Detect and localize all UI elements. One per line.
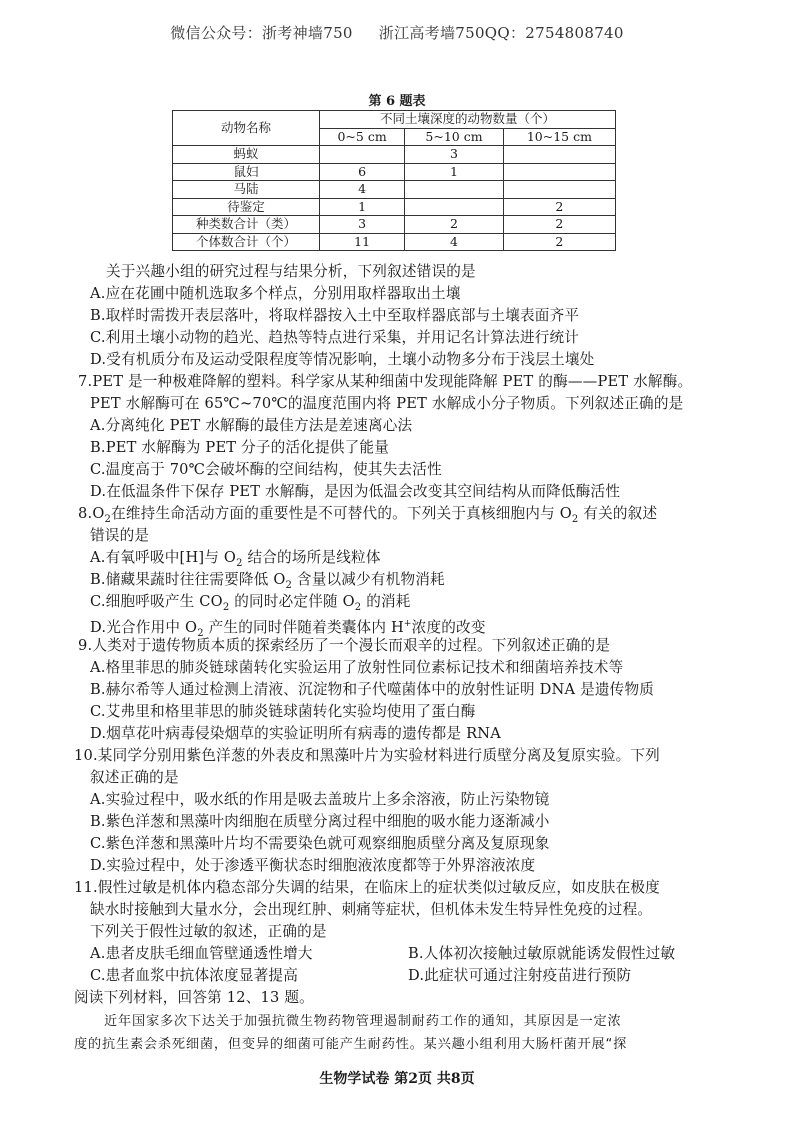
q9-stem: 9.人类对于遗传物质本质的探索经历了一个漫长而艰辛的过程。下列叙述正确的是 <box>78 637 611 654</box>
q10-option-d: D.实验过程中，处于渗透平衡状态时细胞液浓度都等于外界溶液浓度 <box>90 857 536 874</box>
q11-option-d: D.此症状可通过注射疫苗进行预防 <box>408 967 632 984</box>
q6-option-c: C.利用土壤小动物的趋光、趋热等特点进行采集，并用记名计算法进行统计 <box>90 329 580 346</box>
superscript: + <box>403 619 412 629</box>
text: 的同时必定伴随 O <box>229 593 355 610</box>
table-row <box>173 216 616 234</box>
q8-stem-line2: 错误的是 <box>90 527 150 544</box>
q10-stem-line2: 叙述正确的是 <box>90 769 179 786</box>
material-line2: 度的抗生素会杀死细菌，但变异的细菌可能产生耐药性。某兴趣小组利用大肠杆菌开展“探 <box>74 1037 628 1052</box>
row-name: 种类数合计（类） <box>173 216 320 234</box>
q9-option-c: C.艾弗里和格里菲思的肺炎链球菌转化实验均使用了蛋白酶 <box>90 703 476 720</box>
depth-0-5: 0~5 cm <box>320 128 405 146</box>
table-row <box>173 146 616 164</box>
header-qq: 浙江高考墙750QQ：2754808740 <box>378 24 624 42</box>
q11-stem-line2: 缺水时接触到大量水分，会出现红肿、刺痛等症状，但机体未发生特异性免疫的过程。 <box>90 901 653 918</box>
row-name: 马陆 <box>173 181 320 199</box>
text: D.光合作用中 O <box>90 618 198 636</box>
row-name: 个体数合计（个） <box>173 233 320 251</box>
cell <box>503 181 615 199</box>
page-footer: 生物学试卷 第2页 共8页 <box>319 1071 475 1087</box>
table-row <box>173 181 616 199</box>
cell: 4 <box>405 233 504 251</box>
q10-option-c: C.紫色洋葱和黑藻叶片均不需要染色就可观察细胞质壁分离及复原现象 <box>90 835 550 852</box>
col-group-depth: 不同土壤深度的动物数量（个） <box>320 111 616 129</box>
q11-stem-line3: 下列关于假性过敏的叙述，正确的是 <box>90 923 327 940</box>
q8-stem-part: 8.O <box>78 505 105 522</box>
q7-stem-line2: PET 水解酶可在 65℃~70℃的温度范围内将 PET 水解成小分子物质。下列叙述正确的是 <box>90 395 684 412</box>
cell: 2 <box>503 216 615 234</box>
q11-option-a: A.患者皮肤毛细血管壁通透性增大 <box>90 945 313 962</box>
table-row <box>173 198 616 216</box>
col-animal-name: 动物名称 <box>173 111 320 146</box>
q11-stem-line1: 11.假性过敏是机体内稳态部分失调的结果，在临床上的症状类似过敏反应，如皮肤在极度 <box>74 879 660 896</box>
subscript: 2 <box>104 513 112 525</box>
q7-option-a: A.分离纯化 PET 水解酶的最佳方法是差速离心法 <box>90 417 413 434</box>
row-name: 待鉴定 <box>173 198 320 216</box>
text: 浓度的改变 <box>411 618 486 636</box>
depth-5-10: 5~10 cm <box>405 128 504 146</box>
q9-option-b: B.赫尔希等人通过检测上清液、沉淀物和子代噬菌体中的放射性证明 DNA 是遗传物质 <box>90 681 655 698</box>
cell: 2 <box>503 198 615 216</box>
text: A.有氧呼吸中[H]与 O <box>90 549 237 566</box>
cell <box>320 146 405 164</box>
subscript: 2 <box>285 579 293 591</box>
subscript: 2 <box>222 601 230 613</box>
row-name: 蚂蚁 <box>173 146 320 164</box>
text: C.细胞呼吸产生 CO <box>90 593 223 610</box>
table-row <box>173 163 616 181</box>
subscript: 2 <box>571 513 579 525</box>
subscript: 2 <box>236 557 243 569</box>
cell: 1 <box>405 163 504 181</box>
cell: 3 <box>320 216 405 234</box>
cell <box>405 198 504 216</box>
q10-option-b: B.紫色洋葱和黑藻叶肉细胞在质壁分离过程中细胞的吸水能力逐渐减小 <box>90 813 550 830</box>
cell: 6 <box>320 163 405 181</box>
cell: 2 <box>503 233 615 251</box>
text: 的消耗 <box>361 593 411 610</box>
cell: 2 <box>405 216 504 234</box>
subscript: 2 <box>197 627 204 639</box>
q9-option-a: A.格里菲思的肺炎链球菌转化实验运用了放射性同位素标记技术和细菌培养技术等 <box>90 659 624 676</box>
q6-option-d: D.受有机质分布及运动受限程度等情况影响，土壤小动物多分布于浅层土壤处 <box>90 351 595 368</box>
page-header <box>0 22 794 43</box>
q11-option-c: C.患者血浆中抗体浓度显著提高 <box>90 967 299 984</box>
cell: 3 <box>405 146 504 164</box>
animal-count-table <box>172 110 616 251</box>
text: 产生的同时伴随着类囊体内 H <box>203 618 404 636</box>
material-line1: 近年国家多次下达关于加强抗微生物药物管理遏制耐药工作的通知，其原因是一定浓 <box>104 1014 622 1029</box>
text: 结合的场所是线粒体 <box>242 549 381 566</box>
cell <box>503 163 615 181</box>
q9-option-d: D.烟草花叶病毒侵染烟草的实验证明所有病毒的遗传都是 RNA <box>90 725 502 742</box>
q7-option-b: B.PET 水解酶为 PET 分子的活化提供了能量 <box>90 439 390 456</box>
text: 含量以减少有机物消耗 <box>292 571 445 588</box>
q7-option-c: C.温度高于 70℃会破坏酶的空间结构，使其失去活性 <box>90 461 442 478</box>
q10-option-a: A.实验过程中，吸水纸的作用是吸去盖玻片上多余溶液，防止污染物镜 <box>90 791 550 808</box>
q8-stem-line1 <box>78 504 657 530</box>
subscript: 2 <box>354 601 362 613</box>
q6-option-b: B.取样时需拨开表层落叶，将取样器按入土中至取样器底部与土壤表面齐平 <box>90 307 580 324</box>
text: B.储藏果蔬时往往需要降低 O <box>90 571 286 588</box>
cell <box>503 146 615 164</box>
reading-intro: 阅读下列材料，回答第 12、13 题。 <box>74 989 314 1006</box>
table-caption: 第 6 题表 <box>368 94 426 109</box>
q8-stem-part: 有关的叙述 <box>578 505 658 522</box>
row-name: 鼠妇 <box>173 163 320 181</box>
q6-stem: 关于兴趣小组的研究过程与结果分析，下列叙述错误的是 <box>106 263 476 280</box>
cell <box>405 181 504 199</box>
q7-stem-line1: 7.PET 是一种极难降解的塑料。科学家从某种细菌中发现能降解 PET 的酶——PET 水解酶。 <box>78 373 693 390</box>
q6-option-a: A.应在花圃中随机选取多个样点，分别用取样器取出土壤 <box>90 285 461 302</box>
q11-option-b: B.人体初次接触过敏原就能诱发假性过敏 <box>408 945 676 962</box>
table-header-row <box>173 111 616 129</box>
cell: 4 <box>320 181 405 199</box>
depth-10-15: 10~15 cm <box>503 128 615 146</box>
q10-stem-line1: 10.某同学分别用紫色洋葱的外表皮和黑藻叶片为实验材料进行质壁分离及复原实验。下列 <box>74 747 660 764</box>
cell: 1 <box>320 198 405 216</box>
table-row <box>173 233 616 251</box>
q7-option-d: D.在低温条件下保存 PET 水解酶，是因为低温会改变其空间结构从而降低酶活性 <box>90 483 621 500</box>
q8-stem-part: 在维持生命活动方面的重要性是不可替代的。下列关于真核细胞内与 O <box>111 505 572 522</box>
header-wechat: 微信公众号：浙考神墙750 <box>170 24 353 42</box>
cell: 11 <box>320 233 405 251</box>
